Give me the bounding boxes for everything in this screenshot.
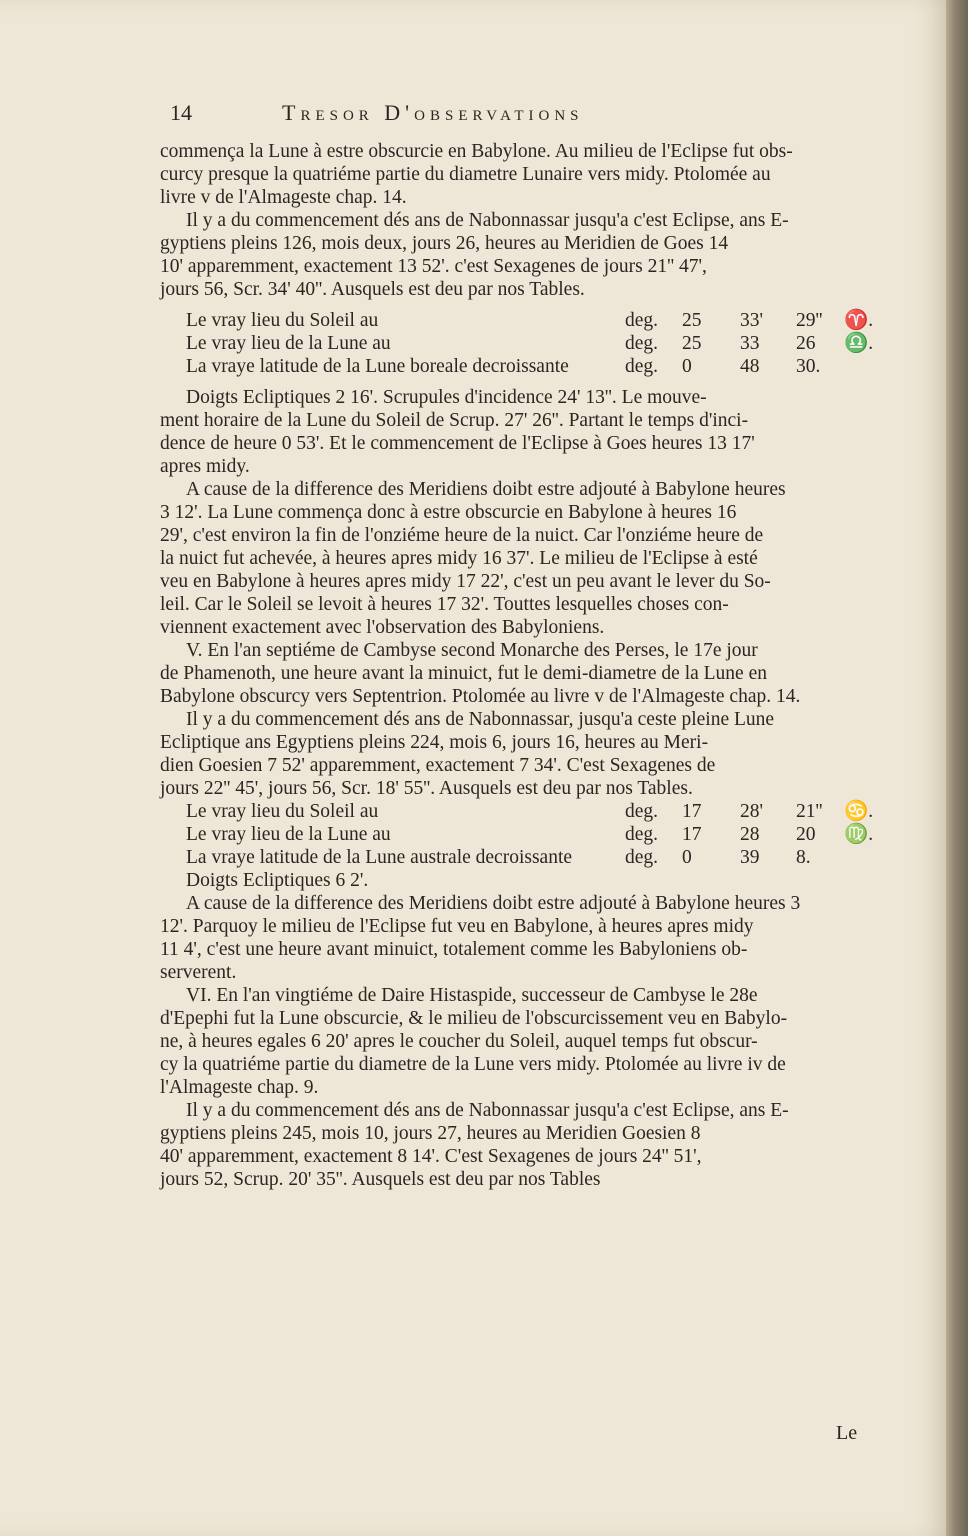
text-line: la nuict fut achevée, à heures apres midy 16 37'. Le milieu de l'Eclipse à esté [160,548,758,569]
text-line: 29', c'est environ la fin de l'onziéme heure de la nuict. Car l'onziéme heure de [160,525,764,546]
text-line: Il y a du commencement dés ans de Nabonnassar jusqu'a c'est Eclipse, ans E- [186,1100,789,1121]
row-unit: deg. [625,310,659,331]
row-minutes: 33 [740,333,760,354]
text-line: 3 12'. La Lune commença donc à estre obscurcie en Babylone à heures 16 [160,502,737,523]
table-row [160,823,878,846]
text-line: jours 52, Scrup. 20' 35''. Ausquels est deu par nos Tables [160,1169,601,1190]
table-row [160,332,878,355]
text-line: dien Goesien 7 52' apparemment, exactement 7 34'. C'est Sexagenes de [160,755,716,776]
row-label: Le vray lieu de la Lune au [186,333,391,354]
text-line: A cause de la difference des Meridiens doibt estre adjouté à Babylone heures 3 [186,893,801,914]
row-degrees: 17 [682,824,702,845]
page-number: 14 [170,100,192,125]
text-line: dence de heure 0 53'. Et le commencement de l'Eclipse à Goes heures 13 17' [160,433,755,454]
row-minutes: 28 [740,824,760,845]
text-line: V. En l'an septiéme de Cambyse second Monarche des Perses, le 17e jour [186,640,758,661]
row-seconds: 26 [796,333,816,354]
text-line: leil. Car le Soleil se levoit à heures 17 32'. Touttes lesquelles choses con- [160,594,729,615]
table-row [160,355,878,378]
page-body [160,140,878,1191]
paragraph-block-2 [160,386,878,800]
row-unit: deg. [625,333,659,354]
catchword: Le [836,1422,858,1444]
text-line: Il y a du commencement dés ans de Nabonnassar jusqu'a c'est Eclipse, ans E- [186,210,789,231]
text-line: cy la quatriéme partie du diametre de la Lune vers midy. Ptolomée au livre iv de [160,1054,786,1075]
row-degrees: 0 [682,356,692,377]
zodiac-sign-icon: ♈. [844,310,874,331]
text-line: Ecliptique ans Egyptiens pleins 224, mois 6, jours 16, heures au Meri- [160,732,709,753]
zodiac-sign-icon: ♎. [844,333,874,354]
row-unit: deg. [625,356,659,377]
row-degrees: 17 [682,801,702,822]
row-minutes: 39 [740,847,760,868]
text-line: de Phamenoth, une heure avant la minuict, fut le demi-diametre de la Lune en [160,663,767,684]
row-label: Le vray lieu du Soleil au [186,801,379,822]
row-seconds: 29'' [796,310,823,331]
text-line: 11 4', c'est une heure avant minuict, totalement comme les Babyloniens ob- [160,939,748,960]
row-seconds: 20 [796,824,816,845]
text-line: serverent. [160,962,237,983]
text-line: ne, à heures egales 6 20' apres le coucher du Soleil, auquel temps fut obscur- [160,1031,758,1052]
row-seconds: 21'' [796,801,823,822]
zodiac-sign-icon: ♋. [844,801,874,822]
row-unit: deg. [625,847,659,868]
text-line: Il y a du commencement dés ans de Nabonnassar, jusqu'a ceste pleine Lune [186,709,775,730]
text-line: l'Almageste chap. 9. [160,1077,319,1098]
text-line: ment horaire de la Lune du Soleil de Scrup. 27' 26''. Partant le temps d'inci- [160,410,749,431]
paragraph-block-3 [160,869,878,1191]
text-line: gyptiens pleins 126, mois deux, jours 26, heures au Meridien de Goes 14 [160,233,729,254]
row-label: La vraye latitude de la Lune australe decroissante [186,847,573,868]
text-line: veu en Babylone à heures apres midy 17 22', c'est un peu avant le lever du So- [160,571,771,592]
table-row [160,309,878,332]
page-edge [946,0,968,1536]
row-minutes: 48 [740,356,760,377]
text-line: commença la Lune à estre obscurcie en Babylone. Au milieu de l'Eclipse fut obs- [160,141,793,162]
row-label: La vraye latitude de la Lune boreale decroissante [186,356,569,377]
text-line: VI. En l'an vingtiéme de Daire Histaspide, successeur de Cambyse le 28e [186,985,758,1006]
table-row [160,846,878,869]
text-line: Doigts Ecliptiques 2 16'. Scrupules d'incidence 24' 13''. Le mouve- [186,387,707,408]
row-degrees: 0 [682,847,692,868]
text-line: viennent exactement avec l'observation des Babyloniens. [160,617,605,638]
text-line: livre v de l'Almageste chap. 14. [160,187,407,208]
paragraph-block-1 [160,140,878,301]
text-line: d'Epephi fut la Lune obscurcie, & le milieu de l'obscurcissement veu en Babylo- [160,1008,788,1029]
table-row [160,800,878,823]
text-line: curcy presque la quatriéme partie du diametre Lunaire vers midy. Ptolomée au [160,164,771,185]
row-label: Le vray lieu du Soleil au [186,310,379,331]
text-line: 12'. Parquoy le milieu de l'Eclipse fut veu en Babylone, à heures apres midy [160,916,754,937]
row-unit: deg. [625,801,659,822]
row-minutes: 33' [740,310,764,331]
text-line: jours 56, Scr. 34' 40''. Ausquels est deu par nos Tables. [160,279,585,300]
ephemeris-table-2 [160,800,878,869]
row-degrees: 25 [682,333,702,354]
row-seconds: 30. [796,356,821,377]
text-line: A cause de la difference des Meridiens doibt estre adjouté à Babylone heures [186,479,786,500]
row-minutes: 28' [740,801,764,822]
text-line: 10' apparemment, exactement 13 52'. c'est Sexagenes de jours 21'' 47', [160,256,707,277]
text-line: gyptiens pleins 245, mois 10, jours 27, heures au Meridien Goesien 8 [160,1123,701,1144]
row-seconds: 8. [796,847,811,868]
text-line: 40' apparemment, exactement 8 14'. C'est Sexagenes de jours 24'' 51', [160,1146,702,1167]
zodiac-sign-icon: ♍. [844,824,874,845]
ephemeris-table-1 [160,309,878,378]
page-header [160,100,882,136]
row-unit: deg. [625,824,659,845]
text-line: Doigts Ecliptiques 6 2'. [186,870,369,891]
text-line: jours 22'' 45', jours 56, Scr. 18' 55''. Ausquels est deu par nos Tables. [160,778,693,799]
text-line: Babylone obscurcy vers Septentrion. Ptolomée au livre v de l'Almageste chap. 14. [160,686,801,707]
text-line: apres midy. [160,456,250,477]
running-title: Tresor D'observations [282,100,584,125]
row-degrees: 25 [682,310,702,331]
row-label: Le vray lieu de la Lune au [186,824,391,845]
